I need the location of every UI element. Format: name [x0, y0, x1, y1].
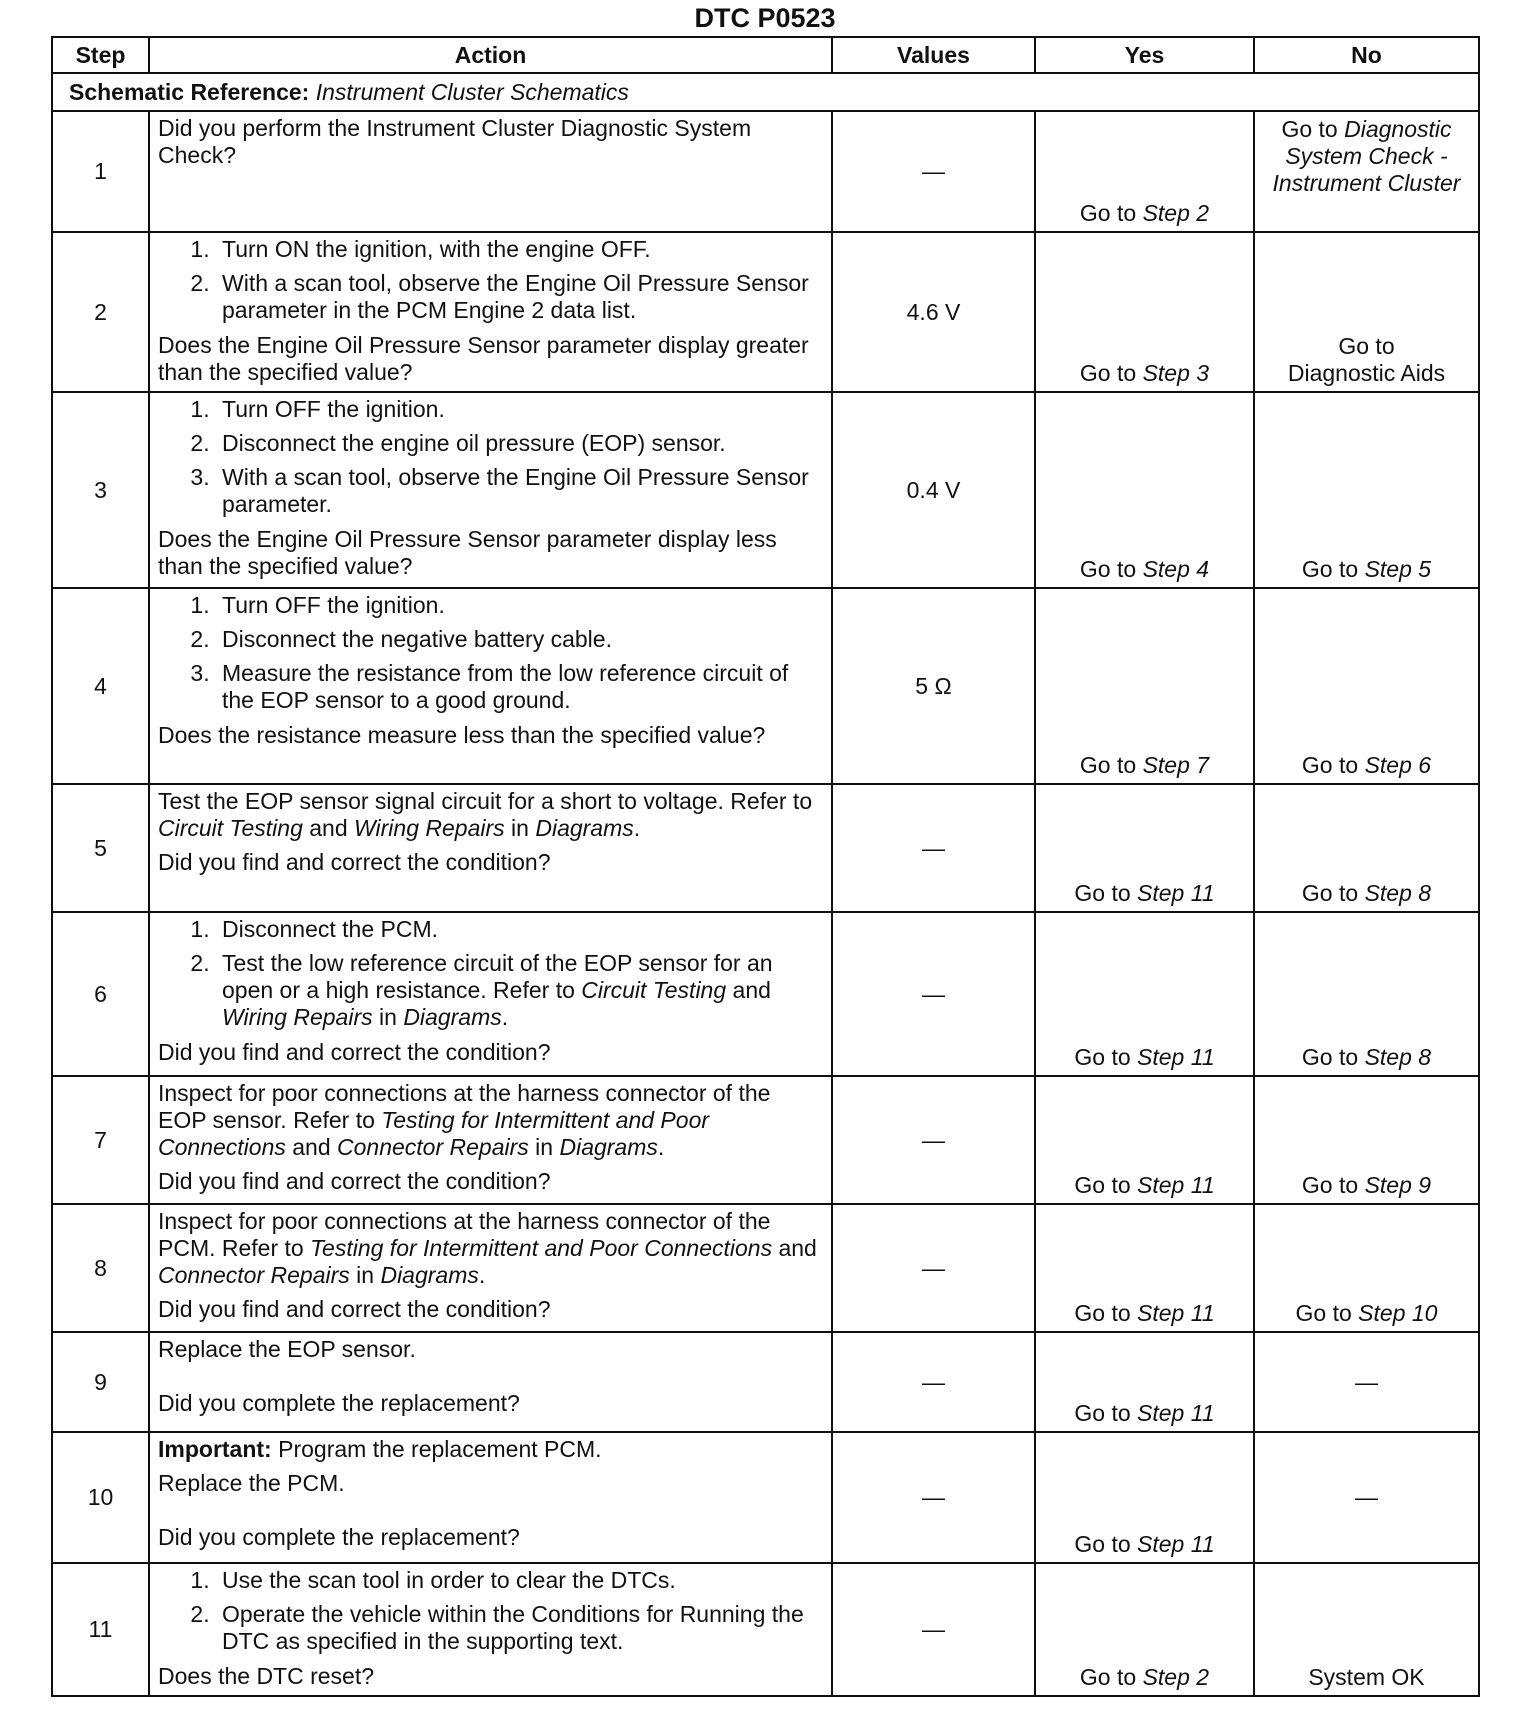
value-cell: —	[832, 784, 1035, 912]
yes-cell: Go to Step 3	[1035, 232, 1254, 392]
table-row	[52, 1204, 1479, 1332]
table-row	[52, 1432, 1479, 1563]
yes-cell: Go to Step 11	[1035, 1432, 1254, 1563]
action-cell: Inspect for poor connections at the harness connector of the PCM. Refer to Testing for Intermittent and Poor Connections and Connector Repairs in Diagrams. Did you find and correct the condition?	[149, 1204, 832, 1332]
page-title: DTC P0523	[694, 3, 836, 33]
no-cell: Go to Step 5	[1254, 392, 1479, 588]
header-no: No	[1254, 37, 1479, 73]
value-cell: —	[832, 111, 1035, 232]
yes-cell: Go to Step 11	[1035, 784, 1254, 912]
step-number: 11	[52, 1563, 149, 1696]
step-number: 5	[52, 784, 149, 912]
no-cell: —	[1254, 1332, 1479, 1432]
value-cell: —	[832, 1332, 1035, 1432]
step-number: 2	[52, 232, 149, 392]
value-cell: 4.6 V	[832, 232, 1035, 392]
yes-cell: Go to Step 11	[1035, 912, 1254, 1076]
table-row	[52, 784, 1479, 912]
no-cell: —	[1254, 1432, 1479, 1563]
yes-cell: Go to Step 2	[1035, 111, 1254, 232]
table-row	[52, 392, 1479, 588]
yes-cell: Go to Step 11	[1035, 1076, 1254, 1204]
action-cell: Replace the EOP sensor. Did you complete the replacement?	[149, 1332, 832, 1432]
yes-cell: Go to Step 7	[1035, 588, 1254, 784]
no-cell: Go to Step 6	[1254, 588, 1479, 784]
yes-cell: Go to Step 4	[1035, 392, 1254, 588]
step-number: 7	[52, 1076, 149, 1204]
value-cell: —	[832, 1204, 1035, 1332]
no-cell: System OK	[1254, 1563, 1479, 1696]
no-cell: Go to Step 8	[1254, 912, 1479, 1076]
no-cell: Go to Step 8	[1254, 784, 1479, 912]
table-row	[52, 1563, 1479, 1696]
header-yes: Yes	[1035, 37, 1254, 73]
action-cell: 1. Turn ON the ignition, with the engine OFF. 2. With a scan tool, observe the Engine Oil Pressure Sensor parameter in the PCM Engine 2 data list. Does the Engine Oil Pressure Sensor parameter display greater than the specified value?	[149, 232, 832, 392]
header-values: Values	[832, 37, 1035, 73]
schematic-reference: Schematic Reference: Instrument Cluster Schematics	[52, 73, 1479, 111]
table-row	[52, 1332, 1479, 1432]
header-action: Action	[149, 37, 832, 73]
yes-cell: Go to Step 11	[1035, 1204, 1254, 1332]
diagnostic-table	[51, 36, 1480, 1697]
yes-cell: Go to Step 2	[1035, 1563, 1254, 1696]
step-number: 1	[52, 111, 149, 232]
table-row	[52, 232, 1479, 392]
no-cell: Go to Diagnostic System Check - Instrument Cluster	[1254, 111, 1479, 232]
step-number: 10	[52, 1432, 149, 1563]
value-cell: 0.4 V	[832, 392, 1035, 588]
step-number: 4	[52, 588, 149, 784]
no-cell: Go to Step 9	[1254, 1076, 1479, 1204]
schematic-row	[52, 73, 1479, 111]
table-row	[52, 111, 1479, 232]
no-cell: Go to Step 10	[1254, 1204, 1479, 1332]
action-cell: Test the EOP sensor signal circuit for a short to voltage. Refer to Circuit Testing and Wiring Repairs in Diagrams. Did you find and correct the condition?	[149, 784, 832, 912]
step-number: 6	[52, 912, 149, 1076]
table-row	[52, 588, 1479, 784]
action-cell: Important: Program the replacement PCM. Replace the PCM. Did you complete the replacement?	[149, 1432, 832, 1563]
action-cell: Did you perform the Instrument Cluster Diagnostic System Check?	[149, 111, 832, 232]
header-step: Step	[52, 37, 149, 73]
header-row	[52, 37, 1479, 73]
action-cell: 1. Turn OFF the ignition. 2. Disconnect the negative battery cable. 3. Measure the resistance from the low reference circuit of the EOP sensor to a good ground. Does the resistance measure less than the specified value?	[149, 588, 832, 784]
action-cell: 1. Disconnect the PCM. 2. Test the low reference circuit of the EOP sensor for an open or a high resistance. Refer to Circuit Testing and Wiring Repairs in Diagrams. Did you find and correct the condition?	[149, 912, 832, 1076]
action-cell: 1. Use the scan tool in order to clear the DTCs. 2. Operate the vehicle within the Conditions for Running the DTC as specified in the supporting text. Does the DTC reset?	[149, 1563, 832, 1696]
value-cell: —	[832, 1432, 1035, 1563]
step-number: 9	[52, 1332, 149, 1432]
no-cell: Go to Diagnostic Aids	[1254, 232, 1479, 392]
value-cell: —	[832, 1563, 1035, 1696]
yes-cell: Go to Step 11	[1035, 1332, 1254, 1432]
value-cell: —	[832, 1076, 1035, 1204]
action-cell: Inspect for poor connections at the harness connector of the EOP sensor. Refer to Testing for Intermittent and Poor Connections and Connector Repairs in Diagrams. Did you find and correct the condition?	[149, 1076, 832, 1204]
value-cell: 5 Ω	[832, 588, 1035, 784]
table-row	[52, 912, 1479, 1076]
step-number: 3	[52, 392, 149, 588]
value-cell: —	[832, 912, 1035, 1076]
step-number: 8	[52, 1204, 149, 1332]
action-cell: 1. Turn OFF the ignition. 2. Disconnect the engine oil pressure (EOP) sensor. 3. With a scan tool, observe the Engine Oil Pressure Sensor parameter. Does the Engine Oil Pressure Sensor parameter display less than the specified value?	[149, 392, 832, 588]
table-row	[52, 1076, 1479, 1204]
